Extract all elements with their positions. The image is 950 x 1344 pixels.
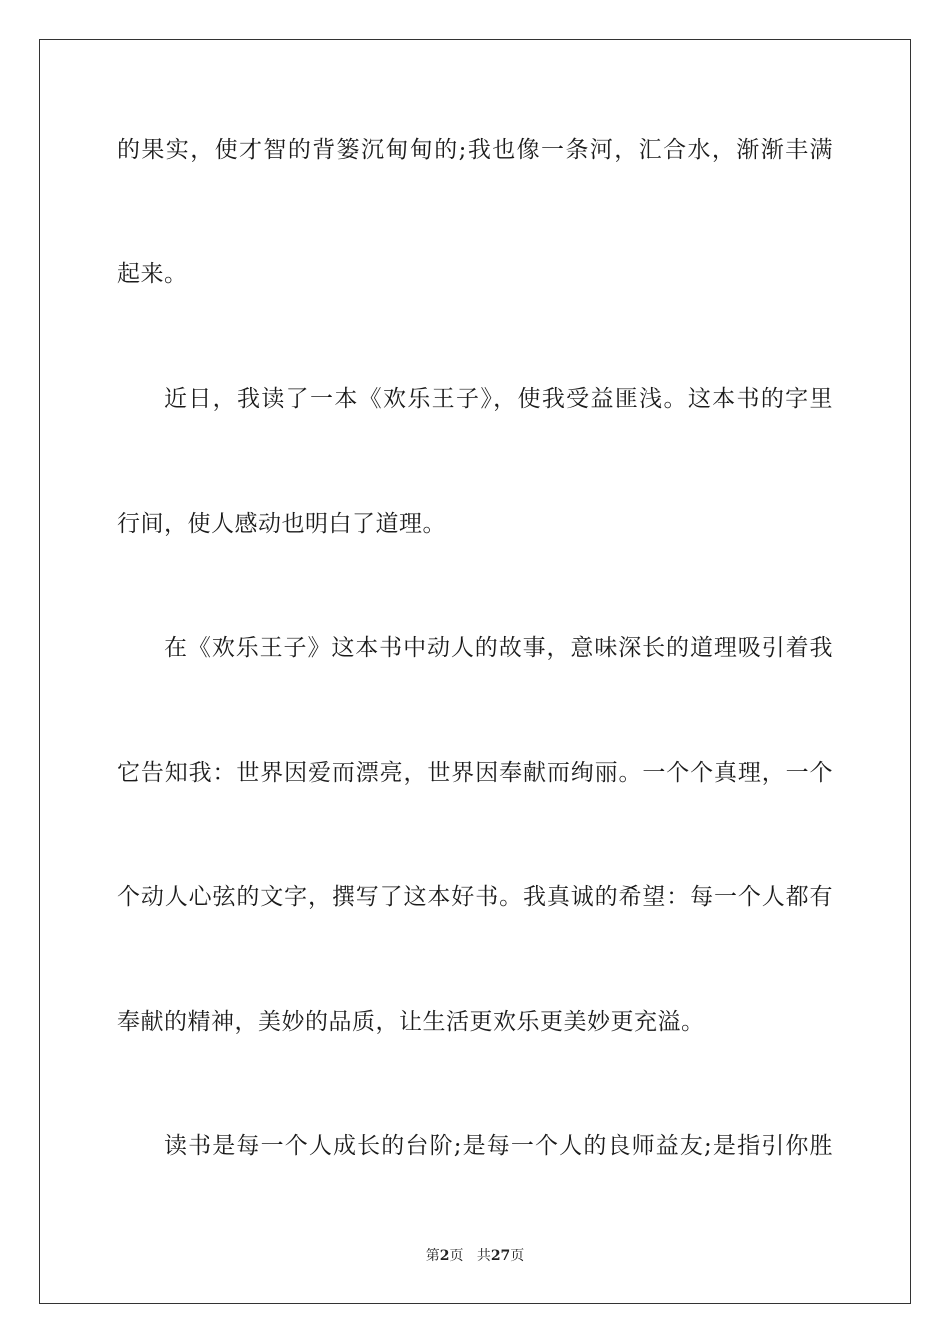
text-line: 奉献的精神，美妙的品质，让生活更欢乐更美妙更充溢。	[117, 1009, 705, 1035]
page-total: 27	[490, 1248, 511, 1264]
page-prefix: 第	[425, 1248, 440, 1264]
page-current: 2	[439, 1248, 450, 1264]
page-suffix: 页	[449, 1248, 464, 1264]
paragraph-start-line: 读书是每一个人成长的台阶;是每一个人的良师益友;是指引你胜	[164, 1133, 833, 1159]
total-prefix: 共	[476, 1248, 491, 1264]
paragraph-start-line: 在《欢乐王子》这本书中动人的故事，意味深长的道理吸引着我	[164, 635, 833, 661]
text-line: 行间，使人感动也明白了道理。	[117, 511, 446, 537]
text-line: 起来。	[117, 261, 188, 287]
page-number-footer	[0, 1247, 950, 1265]
paragraph-start-line: 近日，我读了一本《欢乐王子》，使我受益匪浅。这本书的字里	[164, 386, 833, 412]
total-suffix: 页	[510, 1248, 525, 1264]
page-border	[39, 39, 911, 1304]
text-line: 的果实，使才智的背篓沉甸甸的;我也像一条河，汇合水，渐渐丰满	[117, 137, 833, 163]
text-line: 个动人心弦的文字，撰写了这本好书。我真诚的希望：每一个人都有	[117, 884, 833, 910]
text-line: 它告知我：世界因爱而漂亮，世界因奉献而绚丽。一个个真理，一个	[117, 760, 833, 786]
